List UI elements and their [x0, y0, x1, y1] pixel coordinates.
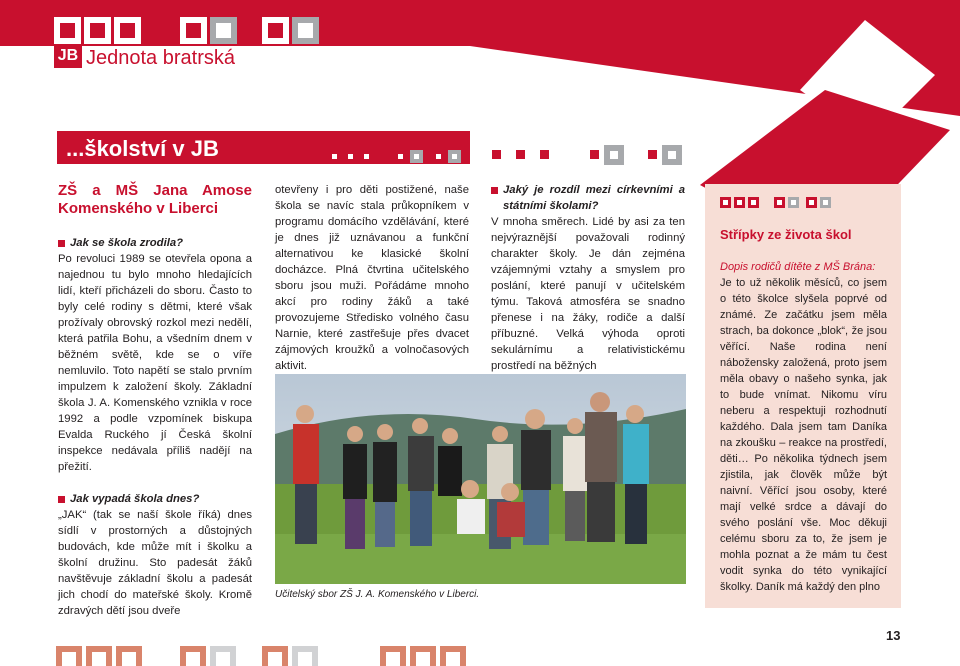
question-heading: Jaký je rozdíl mezi církevními a státními školami? — [491, 182, 685, 214]
section-title: ...školství v JB — [66, 136, 219, 161]
brand-logo: JB — [54, 44, 82, 68]
paragraph: „JAK“ (tak se naší škole říká) dnes sídlí v prostorných a důstojných budovách, kde může mít i školku a školní družinu. Sto padesát žáků navštěvuje základní školu a padesát jich chodí do mateřské školy. Kromě zdravých dětí jsou dveře — [58, 509, 252, 617]
column-2 — [275, 182, 469, 374]
brand-name: Jednota bratrská — [86, 47, 235, 69]
page-number: 13 — [886, 628, 901, 643]
column-3 — [491, 182, 685, 374]
sidebox-title: Střípky ze života škol — [720, 227, 852, 242]
question-heading: Jak vypadá škola dnes? — [58, 491, 252, 507]
sidebox-lead: Dopis rodičů dítěte z MŠ Brána: — [720, 261, 876, 273]
column-1 — [58, 182, 252, 619]
question-heading: Jak se škola zrodila? — [58, 235, 252, 251]
paragraph: Po revoluci 1989 se otevřela opona a najednou tu bylo mnoho hledajících lidí, kteří přicházeli do sboru. Často to byly celé rodiny s dětmi, které však prožívaly obrovský rozkol mezi nedělí, která patřila Bohu, a všedním dnem v běžném světě, kde se o víře nemluvilo. Toto napětí se stalo prvním impulzem k založení školy. Základní škola J. A. Komenského vznikla v roce 1992 a podle vzpomínek biskupa Evalda Ruckého jí Česká školní inspekce nedávala příliš nadějí na přežití. — [58, 253, 252, 473]
paragraph: otevřeny i pro děti postižené, naše škola se navíc stala průkopníkem v programu domácího vzdělávání, které je dnes již uznávanou a funkční alternativou ke klasické školní docházce. Plná čtvrtina učitelského sboru jsou muži. Pořádáme mnoho akcí pro rodiny žáků a také provozujeme Středisko volného času Narnie, které zastřešuje přes dvacet zájmových kroužků a volnočasových aktivit. — [275, 184, 469, 372]
photo-caption: Učitelský sbor ZŠ J. A. Komenského v Liberci. — [275, 589, 480, 600]
school-name: ZŠ a MŠ Jana Amose Komenského v Liberci — [58, 182, 252, 217]
paragraph: V mnoha směrech. Lidé by asi za ten nejvýraznější považovali rodinný charakter školy. Je dán zejména vzájemnými vztahy a smyslem pro poslání, které panují v učitelském týmu. Taková atmosféra se snadno přenese i na žáky, rodiče a další příbuzné. Velká výhoda oproti sekulárnímu a relativistickému prostředí na běžných — [491, 216, 685, 372]
staff-photo — [275, 374, 686, 584]
sidebox-text: Je to už několik měsíců, co jsem o této školce slyšela poprvé od známé. Ze začátku jsem měla strach, ba dokonce „blok“, že jsou věřící. Naše rodina není nábožensky založená, proto jsem měla obavy o našeho synka, jak to bude vnímat. Nikomu víru neberu a respektuji rozhodnutí každého. Dala jsem tam Daníka na zkoušku – reakce na prostředí, děti… Po několika týdnech jsem zjistila, jak člověk může být naivní. Věřící jsou osoby, které mají velké srdce a dávají do svého poslání vše. Moc děkuji celému sboru za to, že jsem je mohla poznat a že mám tu čest vodit synka do této vynikající školky. Daník má každý den plno — [720, 277, 887, 593]
